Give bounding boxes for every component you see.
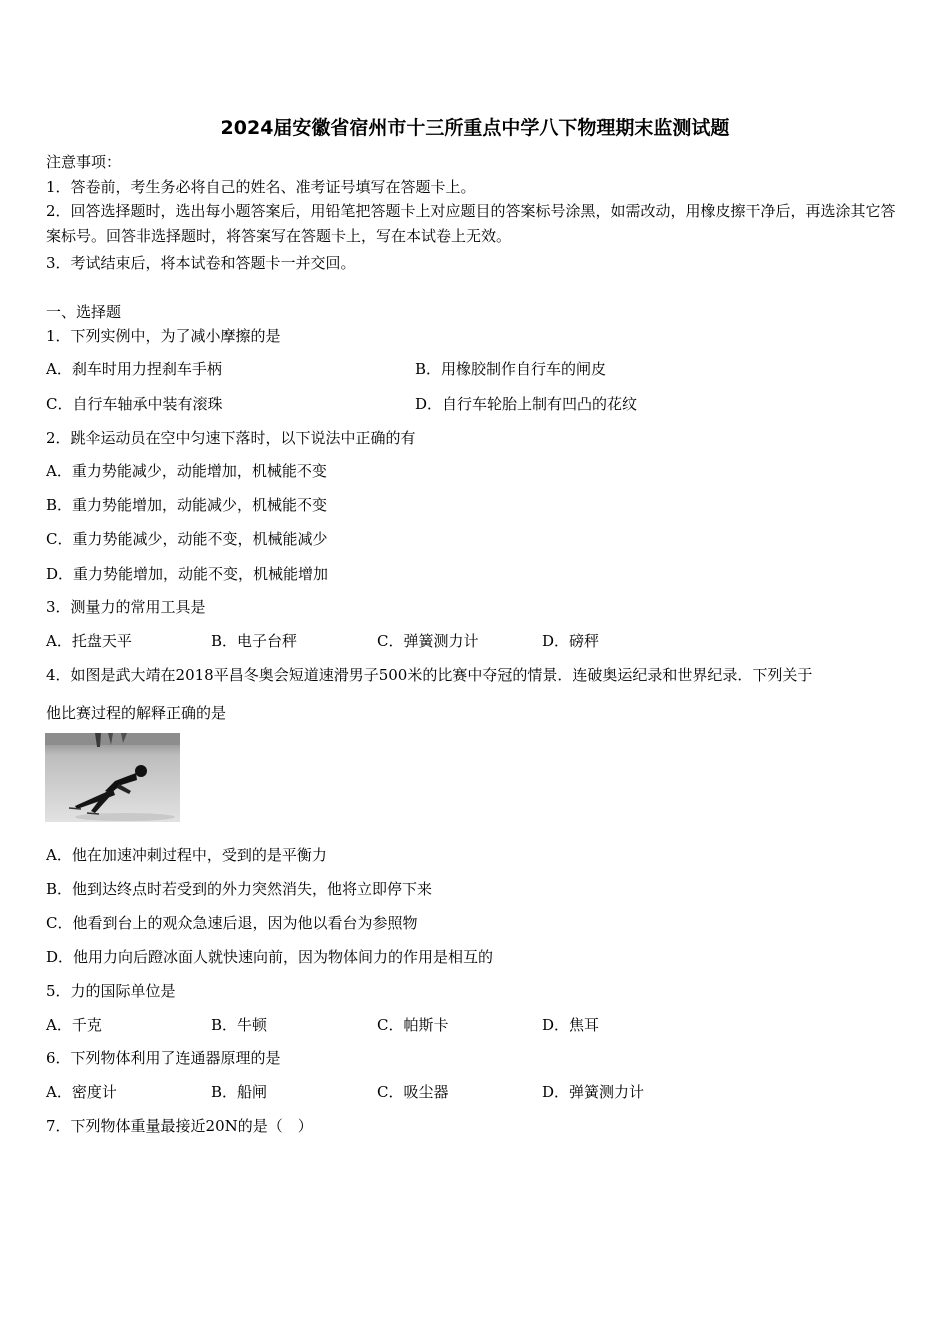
question-2-option-a: A．重力势能减少，动能增加，机械能不变 (46, 462, 327, 480)
notice-item-1: 1．答卷前，考生务必将自己的姓名、准考证号填写在答题卡上。 (46, 178, 476, 196)
notice-item-3: 3．考试结束后，将本试卷和答题卡一并交回。 (46, 254, 356, 272)
question-5-option-c: C．帕斯卡 (377, 1016, 449, 1034)
question-1-option-b: B．用橡胶制作自行车的闸皮 (415, 360, 607, 378)
question-5-option-d: D．焦耳 (542, 1016, 600, 1034)
question-3-option-d: D．磅秤 (542, 632, 600, 650)
question-2-option-c: C．重力势能减少，动能不变，机械能减少 (46, 530, 328, 548)
question-3-option-a: A．托盘天平 (46, 632, 132, 650)
question-2-stem: 2．跳伞运动员在空中匀速下落时，以下说法中正确的有 (46, 429, 416, 447)
section-title: 一、选择题 (46, 303, 122, 321)
question-4-option-d: D．他用力向后蹬冰面人就快速向前，因为物体间力的作用是相互的 (46, 948, 494, 966)
question-1-option-a: A．刹车时用力捏刹车手柄 (46, 360, 222, 378)
question-1-option-c: C．自行车轴承中装有滚珠 (46, 395, 223, 413)
question-1-stem: 1．下列实例中，为了减小摩擦的是 (46, 327, 281, 345)
question-4-stem-line-1: 4．如图是武大靖在2018平昌冬奥会短道速滑男子500米的比赛中夺冠的情景．连破奥运纪录和世界纪录．下列关于 (46, 666, 813, 684)
question-5-stem: 5．力的国际单位是 (46, 982, 176, 1000)
question-1-option-d: D．自行车轮胎上制有凹凸的花纹 (415, 395, 638, 413)
question-7-stem: 7．下列物体重量最接近20N的是（ ） (46, 1117, 313, 1135)
question-6-option-b: B．船闸 (211, 1083, 268, 1101)
notice-item-2: 2．回答选择题时，选出每小题答案后，用铅笔把答题卡上对应题目的答案标号涂黑，如需改动，用橡皮擦干净后，再选涂其它答案标号。回答非选择题时，将答案写在答题卡上，写在本试卷上无效。 (46, 202, 896, 245)
question-2-option-d: D．重力势能增加，动能不变，机械能增加 (46, 565, 329, 583)
question-4-option-c: C．他看到台上的观众急速后退，因为他以看台为参照物 (46, 914, 418, 932)
question-4-stem-line-2: 他比赛过程的解释正确的是 (46, 704, 227, 722)
question-6-stem: 6．下列物体利用了连通器原理的是 (46, 1049, 281, 1067)
notice-heading: 注意事项： (46, 153, 122, 171)
question-4-option-a: A．他在加速冲刺过程中，受到的是平衡力 (46, 846, 327, 864)
question-2-option-b: B．重力势能增加，动能减少，机械能不变 (46, 496, 328, 514)
question-6-option-c: C．吸尘器 (377, 1083, 449, 1101)
question-4-option-b: B．他到达终点时若受到的外力突然消失，他将立即停下来 (46, 880, 433, 898)
question-3-stem: 3．测量力的常用工具是 (46, 598, 206, 616)
question-3-option-b: B．电子台秤 (211, 632, 298, 650)
question-5-option-b: B．牛顿 (211, 1016, 268, 1034)
speed-skater-photo (45, 733, 180, 822)
question-5-option-a: A．千克 (46, 1016, 102, 1034)
question-3-option-c: C．弹簧测力计 (377, 632, 479, 650)
question-6-option-a: A．密度计 (46, 1083, 117, 1101)
page-title: 2024届安徽省宿州市十三所重点中学八下物理期末监测试题 (220, 117, 730, 139)
question-6-option-d: D．弹簧测力计 (542, 1083, 645, 1101)
